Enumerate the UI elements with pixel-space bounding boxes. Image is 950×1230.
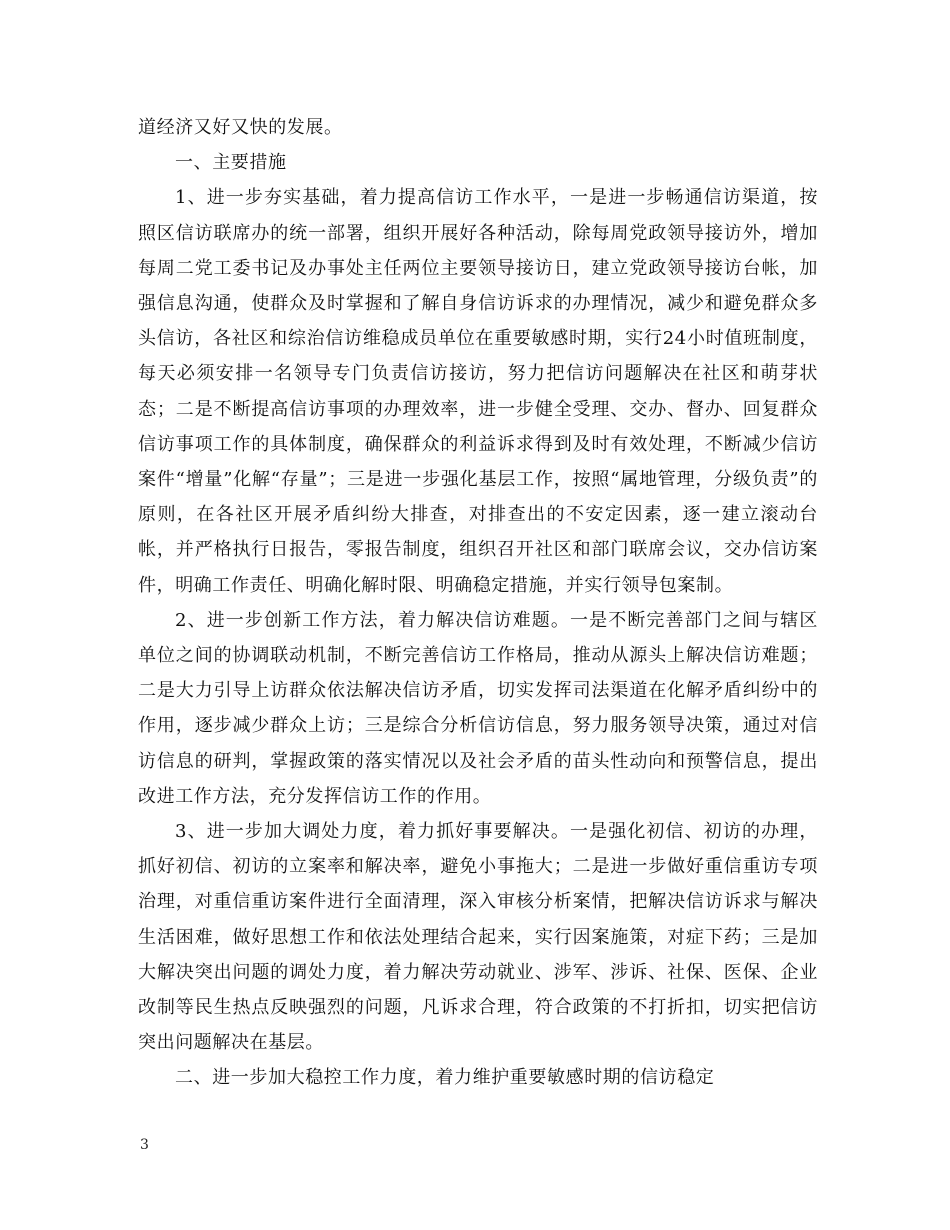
section-heading-stability-control: 二、进一步加大稳控工作力度，着力维护重要敏感时期的信访稳定 bbox=[175, 1067, 715, 1089]
paragraph-measure-2: 2、进一步创新工作方法，着力解决信访难题。一是不断完善部门之间与辖区单位之间的协调联动机制，不断完善信访工作格局，推动从源头上解决信访难题；二是大力引导上访群众依法解决信访矛盾，切实发挥司法渠道在化解矛盾纠纷中的作用，逐步减少群众上访；三是综合分析信访信息，努力服务领导决策，通过对信访信息的研判，掌握政策的落实情况以及社会矛盾的苗头性动向和预警信息，提出改进工作方法，充分发挥信访工作的作用。 bbox=[138, 609, 818, 807]
page-number: 3 bbox=[140, 1137, 149, 1153]
document-body bbox=[138, 110, 818, 1096]
paragraph-measure-3: 3、进一步加大调处力度，着力抓好事要解决。一是强化初信、初访的办理，抓好初信、初访的立案率和解决率，避免小事拖大；二是进一步做好重信重访专项治理，对重信重访案件进行全面清理，深入审核分析案情，把解决信访诉求与解决生活困难，做好思想工作和依法处理结合起来，实行因案施策，对症下药；三是加大解决突出问题的调处力度，着力解决劳动就业、涉军、涉诉、社保、医保、企业改制等民生热点反映强烈的问题，凡诉求合理，符合政策的不打折扣，切实把信访突出问题解决在基层。 bbox=[138, 821, 818, 1054]
paragraph-continuation: 道经济又好又快的发展。 bbox=[138, 117, 343, 138]
paragraph-measure-1: 1、进一步夯实基础，着力提高信访工作水平，一是进一步畅通信访渠道，按照区信访联席办的统一部署，组织开展好各种活动，除每周党政领导接访外，增加每周二党工委书记及办事处主任两位主要领导接访日，建立党政领导接访台帐，加强信息沟通，使群众及时掌握和了解自身信访诉求的办理情况，减少和避免群众多头信访，各社区和综治信访维稳成员单位在重要敏感时期，实行24小时值班制度，每天必须安排一名领导专门负责信访接访，努力把信访问题解决在社区和萌芽状态；二是不断提高信访事项的办理效率，进一步健全受理、交办、督办、回复群众信访事项工作的具体制度，确保群众的利益诉求得到及时有效处理，不断减少信访案件“增量”化解“存量”；三是进一步强化基层工作，按照“属地管理，分级负责”的原则，在各社区开展矛盾纠纷大排查，对排查出的不安定因素，逐一建立滚动台帐，并严格执行日报告，零报告制度，组织召开社区和部门联席会议，交办信访案件，明确工作责任、明确化解时限、明确稳定措施，并实行领导包案制。 bbox=[138, 187, 818, 596]
section-heading-main-measures: 一、主要措施 bbox=[175, 152, 287, 174]
